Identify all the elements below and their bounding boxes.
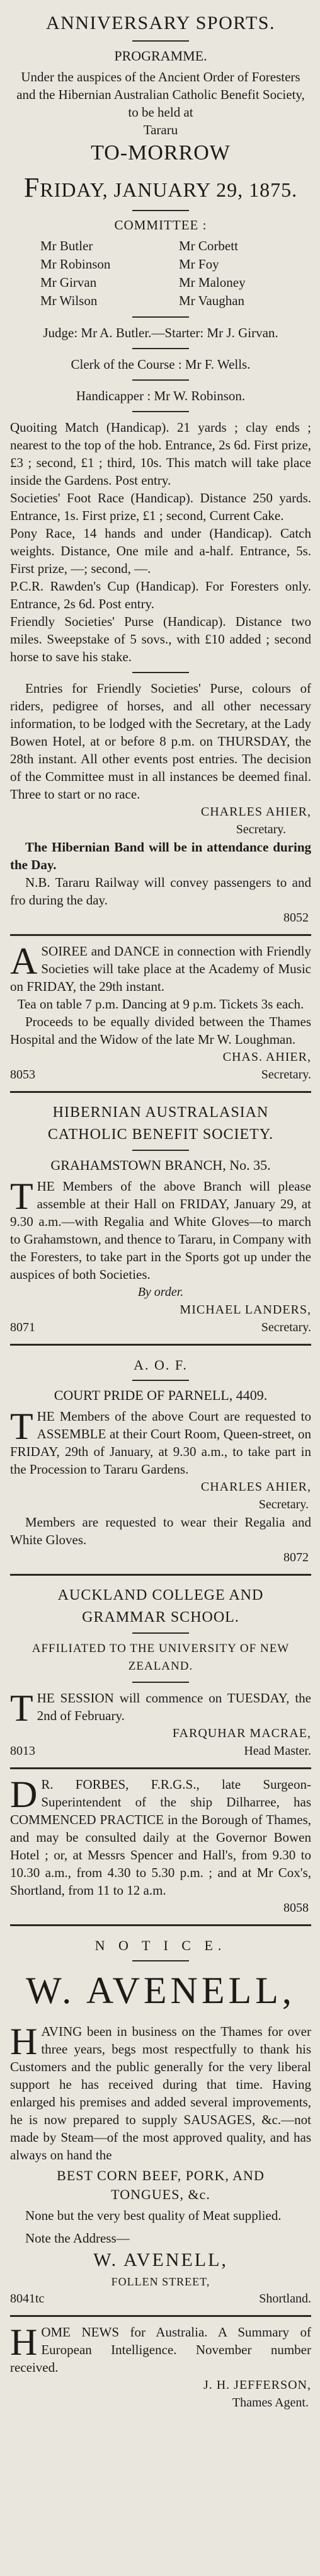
forbes-ad [10, 1769, 311, 1926]
soiree-proceeds: Proceeds to be equally divided between the Thames Hospital and the Widow of the late Mr W. Loughman. [10, 1014, 311, 1047]
by-order: By order. [137, 1285, 184, 1299]
committee-heading: COMMITTEE : [114, 217, 207, 233]
signature: MICHAEL LANDERS, [180, 1303, 311, 1317]
event-purse: Friendly Societies' Purse (Handicap). Distance two miles. Sweepstake of 5 sovs., with £10 added ; second horse to save his stake. [10, 614, 311, 664]
divider-rule [132, 1682, 189, 1683]
intro-text: Under the auspices of the Ancient Order of Foresters and the Hibernian Australian Catholic Benefit Society, to be held at [16, 69, 305, 120]
event-pcr-cup: P.C.R. Rawden's Cup (Handicap). For Foresters only. Entrance, 2s 6d. Post entry. [10, 579, 311, 611]
dropcap: A [10, 940, 38, 982]
soiree-text: SOIREE and DANCE in connection with Friendly Societies will take place at the Academy of Music on FRIDAY, the 29th instant. [10, 944, 311, 994]
ad-heading: ANNIVERSARY SPORTS. [46, 13, 275, 33]
signature: J. H. JEFFERSON, [203, 2378, 311, 2392]
entries-text: Entries for Friendly Societies' Purse, colours of riders, pedigree of horses, and all other necessary information, to be lodged with the Secretary, at the Lady Bowen Hotel, at or before 8 p.m. on THURSDAY, the 28th instant. All other events post entries. The decision of the Committee must in all instances be deemed final. Three to start or no race. [10, 681, 311, 802]
event-quoiting: Quoiting Match (Handicap). 21 yards ; clay ends ; nearest to the top of the hob. Entrance, 2s 6d. First prize, £3 ; second, £1 ; third, 10s. This match will take place inside the Gardens. Post entry. [10, 420, 311, 488]
aof-ad [10, 1346, 311, 1576]
signature-role: Secretary. [258, 1498, 309, 1511]
auckland-text: HE SESSION will commence on TUESDAY, the 2nd of February. [37, 1690, 311, 1723]
divider-rule [132, 348, 189, 349]
avenell-ad [10, 1926, 311, 2317]
signature: CHAS. AHIER, [222, 1050, 311, 1064]
home-news-ad [10, 2317, 311, 2419]
railway-note: N.B. Tararu Railway will convey passengers to and fro during the day. [10, 875, 311, 908]
aof-text: HE Members of the above Court are requested to ASSEMBLE at their Court Room, Queen-street, on FRIDAY, 29th of January, at 9.30 a.m., to take part in the Procession to Tararu Gardens. [10, 1409, 311, 1477]
date-rest: RIDAY, JANUARY 29, 1875. [40, 178, 298, 201]
band-note: The Hibernian Band will be in attendance during the Day. [10, 840, 311, 872]
avenell-products: BEST CORN BEEF, PORK, AND TONGUES, &c. [57, 2168, 265, 2202]
avenell-text: AVING been in business on the Thames for over three years, begs most respectfully to thank his Customers and the public generally for the very liberal support he has received during that time. Having enlarged his premises and added several improvements, he is now prepared to supply SAUSAGES, &c.—not made by Steam—of the most approved quality, and has always on hand the [10, 2024, 311, 2163]
address-label: Note the Address— [25, 2231, 130, 2246]
committee-member: Mr Vaughan [179, 293, 245, 308]
dropcap: T [10, 1687, 33, 1729]
ad-heading: A. O. F. [134, 1357, 188, 1373]
hibernian-text: HE Members of the above Branch will please assemble at their Hall on FRIDAY, January 29, at 9.30 a.m.—with Regalia and White Gloves—to march to Grahamstown, and thence to Tararu, in Company with the Foresters, to take part in the Sports got up under the auspices of both Societies. [10, 1179, 311, 1282]
home-news-text: OME NEWS for Australia. A Summary of European Intelligence. November number received. [10, 2325, 311, 2375]
ad-footer [10, 1742, 311, 1760]
signature-role: Secretary. [261, 1068, 311, 1082]
ad-heading: CATHOLIC BENEFIT SOCIETY. [47, 1126, 274, 1143]
place: Tararu [143, 122, 178, 137]
notice-heading: N O T I C E. [94, 1938, 227, 1953]
ad-reference: 8013 [10, 1744, 35, 1758]
affiliation: AFFILIATED TO THE UNIVERSITY OF NEW ZEALAND. [31, 1642, 290, 1673]
committee-list [10, 237, 311, 310]
ad-reference: 8058 [283, 1901, 309, 1915]
ad-footer [10, 1066, 311, 1083]
address-street: FOLLEN STREET, [111, 2275, 210, 2288]
ad-reference: 8053 [10, 1068, 35, 1082]
divider-rule [132, 316, 189, 318]
soiree-times: Tea on table 7 p.m. Dancing at 9 p.m. Tickets 3s each. [17, 996, 304, 1012]
avenell-quality: None but the very best quality of Meat supplied. [25, 2208, 282, 2223]
ad-reference: 8071 [10, 1320, 35, 1334]
committee-member: Mr Butler [40, 238, 93, 253]
divider-rule [132, 210, 189, 211]
event-pony-race: Pony Race, 14 hands and under (Handicap). Catch weights. Distance, One mile and a-half. Entrance, 5s. First prize, —; second, —. [10, 526, 311, 576]
tomorrow-heading: TO-MORROW [91, 141, 231, 165]
signature-role: Secretary. [236, 823, 286, 836]
programme-heading: PROGRAMME. [114, 48, 207, 64]
event-foot-race: Societies' Foot Race (Handicap). Distance 250 yards. Entrance, 1s. First prize, £1 ; second, Current Cake. [10, 490, 311, 523]
committee-member: Mr Maloney [179, 275, 246, 290]
advertiser-name: W. AVENELL, [26, 1970, 295, 2011]
ad-reference: 8072 [283, 1551, 309, 1564]
dropcap: T [10, 1406, 33, 1447]
event-date [10, 171, 311, 204]
signature-role: Thames Agent. [232, 2396, 309, 2410]
address-name: W. AVENELL, [93, 2250, 228, 2270]
forbes-text: R. FORBES, F.R.G.S., late Surgeon-Superintendent of the ship Dilharree, has COMMENCED PRACTICE in the Borough of Thames, and may be consulted daily at the Governor Bowen Hotel ; or, at Messrs Spencer and Hall's, from 9.30 to 10.30 a.m., from 4.30 to 5.30 p.m. ; and at Mr Cox's, Shortland, from 11 to 12 a.m. [10, 1777, 311, 1898]
court-heading: COURT PRIDE OF PARNELL, 4409. [54, 1387, 268, 1403]
divider-rule [132, 1960, 189, 1961]
judge-line: Judge: Mr A. Butler.—Starter: Mr J. Girvan. [43, 325, 278, 340]
anniversary-sports-ad [10, 3, 311, 936]
signature-role: Secretary. [261, 1320, 311, 1334]
divider-rule [132, 379, 189, 381]
committee-member: Mr Wilson [40, 293, 98, 308]
ad-reference: 8052 [283, 911, 309, 925]
divider-rule [132, 40, 189, 42]
dropcap: H [10, 2321, 38, 2363]
signature: CHARLES AHIER, [200, 805, 311, 819]
handicapper-line: Handicapper : Mr W. Robinson. [76, 388, 246, 403]
ad-footer [10, 1319, 311, 1336]
auckland-college-ad [10, 1576, 311, 1769]
divider-rule [132, 1632, 189, 1634]
date-dropcap: F [23, 172, 40, 203]
divider-rule [132, 411, 189, 412]
branch-heading: GRAHAMSTOWN BRANCH, No. 35. [50, 1157, 271, 1173]
committee-member: Mr Robinson [40, 257, 111, 272]
hibernian-ad [10, 1093, 311, 1346]
ad-footer [10, 2290, 311, 2307]
signature: CHARLES AHIER, [200, 1480, 311, 1494]
divider-rule [132, 672, 189, 673]
divider-rule [132, 1150, 189, 1151]
ad-heading: HIBERNIAN AUSTRALASIAN [52, 1104, 269, 1121]
address-town: Shortland. [259, 2292, 311, 2306]
ad-heading: GRAMMAR SCHOOL. [82, 1609, 239, 1626]
aof-note: Members are requested to wear their Regalia and White Gloves. [10, 1515, 311, 1547]
soiree-ad [10, 936, 311, 1093]
clerk-line: Clerk of the Course : Mr F. Wells. [71, 357, 251, 372]
committee-member: Mr Girvan [40, 275, 97, 290]
signature: FARQUHAR MACRAE, [172, 1726, 311, 1740]
committee-member: Mr Corbett [179, 238, 238, 253]
divider-rule [132, 1380, 189, 1381]
dropcap: D [10, 1774, 38, 1815]
dropcap: H [10, 2021, 38, 2062]
signature-role: Head Master. [244, 1744, 311, 1758]
committee-member: Mr Foy [179, 257, 219, 272]
ad-reference: 8041tc [10, 2292, 45, 2306]
dropcap: T [10, 1175, 33, 1217]
ad-heading: AUCKLAND COLLEGE AND [57, 1587, 264, 1603]
